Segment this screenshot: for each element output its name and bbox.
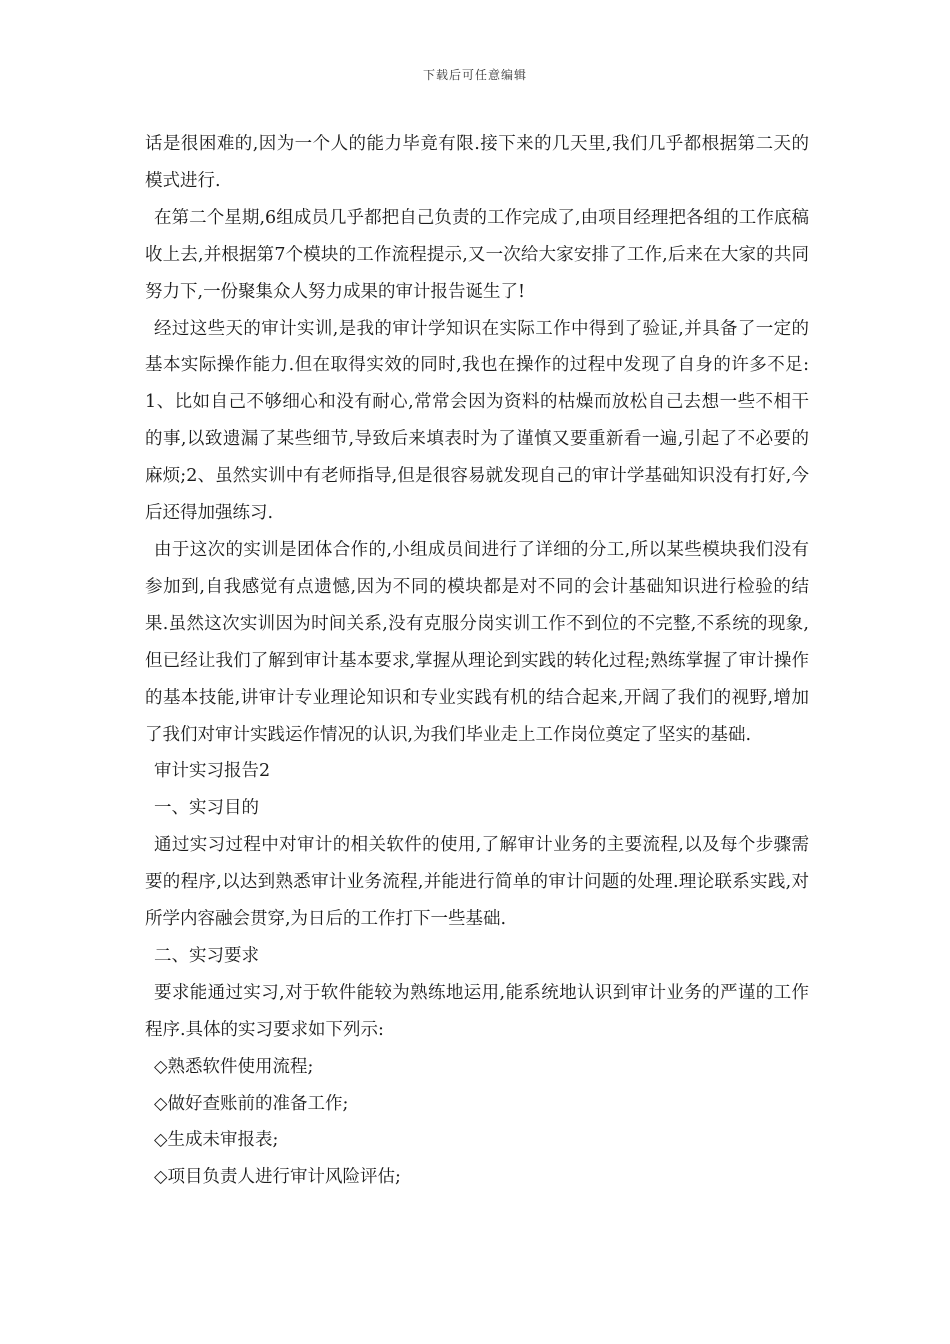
page-header: 下载后可任意编辑 (422, 68, 527, 82)
paragraph-continuation: 话是很困难的,因为一个人的能力毕竟有限.接下来的几天里,我们几乎都根据第二天的模式进行. (145, 134, 809, 191)
list-item: ◇生成未审报表; (154, 1130, 279, 1151)
section-title-report-2: 审计实习报告2 (154, 761, 271, 782)
document-body (145, 126, 809, 1196)
paragraph-reflection: 经过这些天的审计实训,是我的审计学知识在实际工作中得到了验证,并具备了一定的基本实际操作能力.但在取得实效的同时,我也在操作的过程中发现了自身的许多不足:1、比如自己不够细心和没有耐心,常常会因为资料的枯燥而放松自己去想一些不相干的事,以致遗漏了某些细节,导致后来填表时为了谨慎又要重新看一遍,引起了不必要的麻烦;2、虽然实训中有老师指导,但是很容易就发现自己的审计学基础知识没有打好,今后还得加强练习. (145, 318, 809, 524)
list-item: ◇熟悉软件使用流程; (154, 1056, 314, 1077)
heading-requirements: 二、实习要求 (154, 945, 259, 966)
paragraph-requirements: 要求能通过实习,对于软件能较为熟练地运用,能系统地认识到审计业务的严谨的工作程序.具体的实习要求如下列示: (145, 982, 809, 1040)
paragraph-purpose: 通过实习过程中对审计的相关软件的使用,了解审计业务的主要流程,以及每个步骤需要的程序,以达到熟悉审计业务流程,并能进行简单的审计问题的处理.理论联系实践,对所学内容融会贯穿,为日后的工作打下一些基础. (145, 835, 809, 930)
list-item: ◇项目负责人进行审计风险评估; (154, 1167, 401, 1188)
list-item: ◇做好查账前的准备工作; (154, 1093, 349, 1114)
paragraph-second-week: 在第二个星期,6组成员几乎都把自己负责的工作完成了,由项目经理把各组的工作底稿收上去,并根据第7个模块的工作流程提示,又一次给大家安排了工作,后来在大家的共同努力下,一份聚集众人努力成果的审计报告诞生了! (145, 207, 809, 302)
paragraph-teamwork: 由于这次的实训是团体合作的,小组成员间进行了详细的分工,所以某些模块我们没有参加到,自我感觉有点遗憾,因为不同的模块都是对不同的会计基础知识进行检验的结果.虽然这次实训因为时间关系,没有克服分岗实训工作不到位的不完整,不系统的现象,但已经让我们了解到审计基本要求,掌握从理论到实践的转化过程;熟练掌握了审计操作的基本技能,讲审计专业理论知识和专业实践有机的结合起来,开阔了我们的视野,增加了我们对审计实践运作情况的认识,为我们毕业走上工作岗位奠定了坚实的基础. (145, 539, 809, 745)
heading-purpose: 一、实习目的 (154, 798, 259, 819)
